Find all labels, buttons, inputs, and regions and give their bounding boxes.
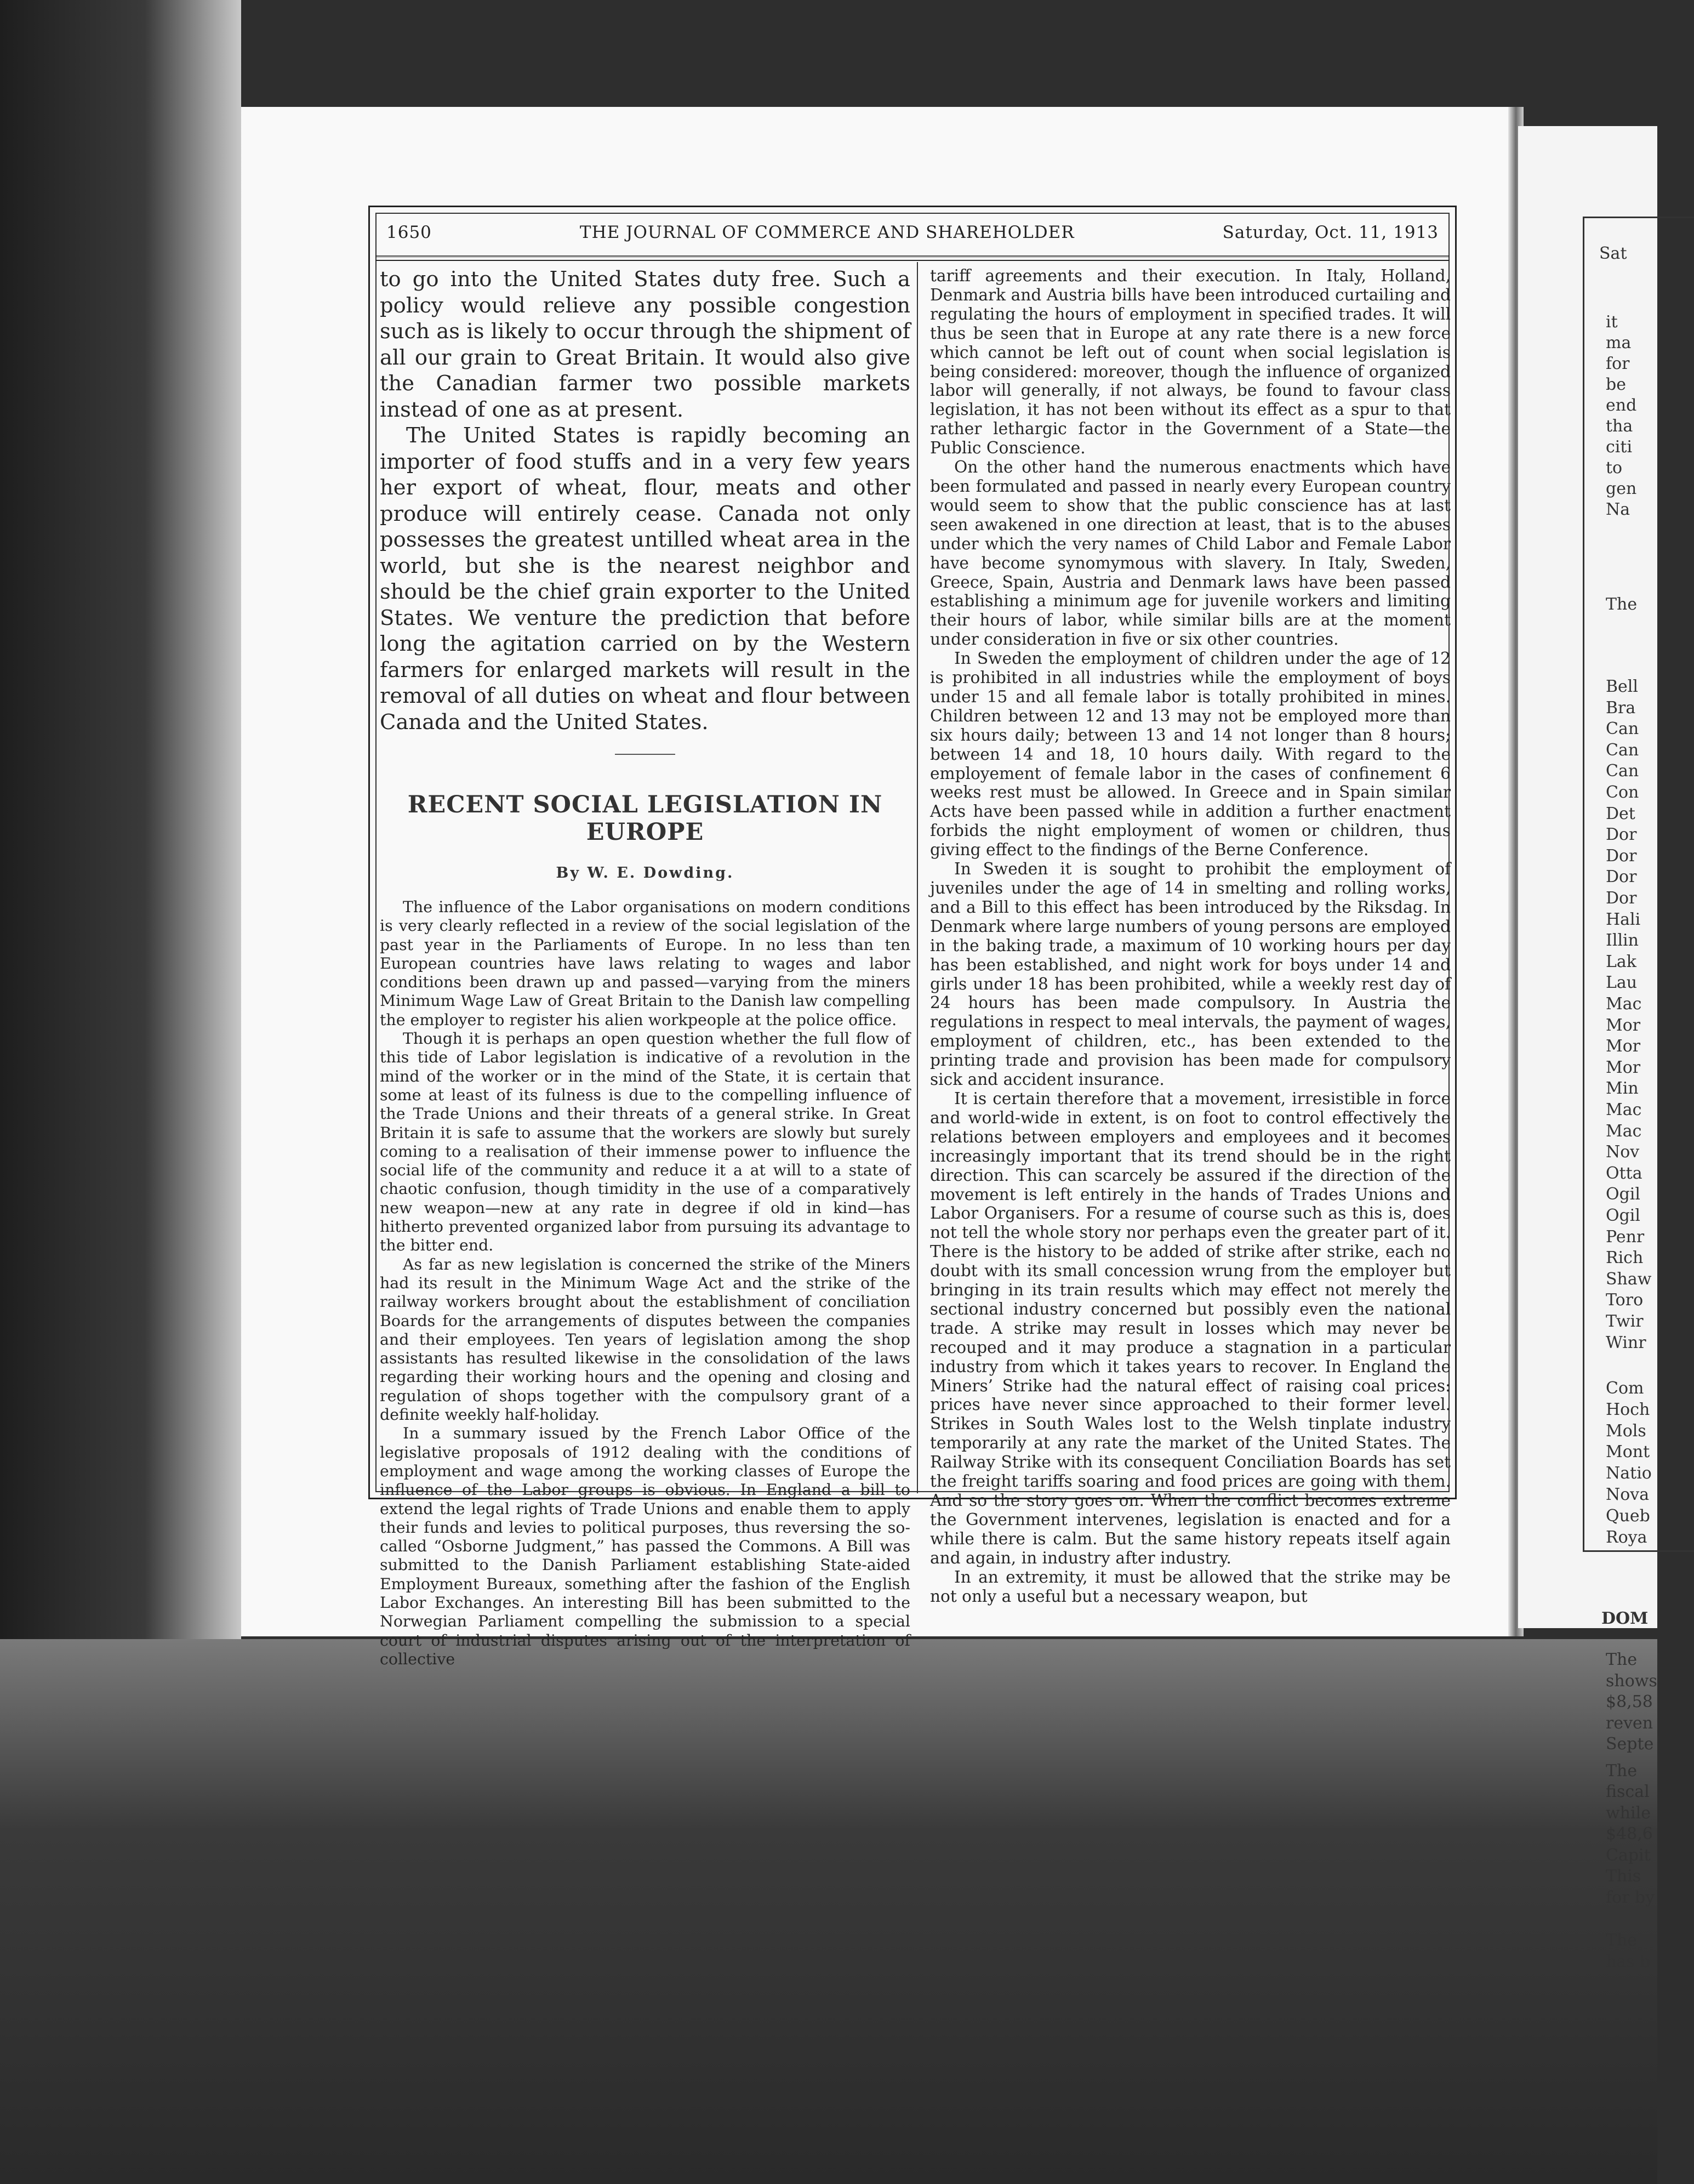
adjacent-page-word: Bra — [1606, 698, 1636, 718]
adjacent-page-word: The — [1606, 1931, 1638, 1950]
body-paragraph: As far as new legislation is concerned the strike of the Miners had its result in the Minimum Wage Act and the strike of the railway workers brought about the establishment of conciliation Boards for the arrangements of disputes between the companies and their employees. Ten years of legislation among the shop assistants has resulted likewise in the consolidation of the laws regarding their working hours and the opening and closing and regulation of shops together with the compulsory grant of a definite weekly half-holiday. — [380, 1255, 910, 1424]
adjacent-page-word: while — [1606, 1803, 1651, 1823]
body-paragraph: In Sweden the employment of children under the age of 12 is prohibited in all industries while the employment of boys under 15 and all female labor is totally prohibited in mines. Children between 12 and 13 may not be employed more than six hours daily; between 13 and 14 not longer than 8 hours; between 14 and 18, 10 hours daily. With regard to the employement of female labor in the cases of confinement 6 weeks rest must be allowed. In Greece and in Spain similar Acts have been passed while in addition a further enactment forbids the night employment of women or children, thus giving effect to the findings of the Berne Conference. — [930, 649, 1451, 860]
lead-paragraph: The United States is rapidly becoming an importer of food stuffs and in a very few years her export of wheat, flour, meats and other produce will entirely cease. Canada not only possesses the greatest untilled wheat area in the world, but she is the nearest neighbor and should be the chief grain exporter to the United States. We venture the prediction that before long the agitation carried on by the Western farmers for enlarged markets will result in the removal of all duties on wheat and flour between Canada and the United States. — [380, 423, 910, 735]
adjacent-page-word: Mac — [1606, 1100, 1642, 1119]
adjacent-page-word: Can — [1606, 740, 1639, 760]
section-separator — [615, 754, 675, 755]
adjacent-page-word: Mor — [1606, 1015, 1641, 1035]
adjacent-page-word: Mac — [1606, 1121, 1642, 1141]
column-divider — [917, 262, 918, 1493]
article-title: RECENT SOCIAL LEGISLATION IN EUROPE — [407, 791, 883, 846]
adjacent-page-word: end — [1606, 396, 1637, 415]
adjacent-page-word: ma — [1606, 333, 1632, 352]
adjacent-page-word: Can — [1606, 761, 1639, 781]
adjacent-page-word: Toro — [1606, 1290, 1644, 1310]
page-number: 1650 — [386, 223, 432, 242]
adjacent-page-word: Shaw — [1606, 1269, 1652, 1289]
page-frame — [368, 206, 1457, 1668]
adjacent-page-word: $48,6 — [1606, 1824, 1653, 1844]
body-paragraph: On the other hand the numerous enactments which have been formulated and passed in nearly every European country would seem to show that the public conscience has at last seen awakened in one direction at least, that is to the abuses under which the very names of Child Labor and Female Labor have become synomymous with slavery. In Italy, Sweden, Greece, Spain, Austria and Denmark laws have been passed establishing a minimum age for juvenile workers and limiting their hours of labor, while similar bills are at the moment under consideration in five or six other countries. — [930, 458, 1451, 649]
masthead — [386, 217, 1439, 248]
adjacent-page-word: Bell — [1606, 677, 1638, 696]
adjacent-page-word: Mor — [1606, 1057, 1641, 1077]
adjacent-page-word: Min — [1606, 1079, 1639, 1099]
adjacent-page-word: Septe — [1606, 1734, 1654, 1754]
adjacent-page-word: it — [1606, 312, 1618, 332]
body-paragraph: In an extremity, it must be allowed that the strike may be not only a useful but a necessary weapon, but — [930, 1567, 1451, 1606]
adjacent-page-word: Com — [1606, 1379, 1644, 1398]
adjacent-page-word: Nov — [1606, 1142, 1640, 1162]
adjacent-page-word: for — [1606, 354, 1630, 373]
adjacent-page-word: Winr — [1606, 1333, 1646, 1352]
adjacent-page-word: Na — [1606, 500, 1630, 519]
adjacent-page-word: for by — [1606, 1887, 1655, 1907]
body-paragraph: tariff agreements and their execution. In Italy, Holland, Denmark and Austria bills have been introduced curtailing and regulating the hours of employment in specified trades. It will thus be seen that in Europe at any rate there is a new force which cannot be left out of count when social legislation is being considered: moreover, though the influence of organized labor will generally, if not always, be found to favour class legislation, it has not been without its effect as a spur to that rather lethargic factor in the Government of a State—the Public Conscience. — [930, 266, 1451, 458]
adjacent-page-word: DOM — [1601, 1609, 1649, 1628]
adjacent-page-word: Dor — [1606, 889, 1637, 908]
body-paragraph: Though it is perhaps an open question whether the full flow of this tide of Labor legislation is indicative of a revolution in the mind of the worker or in the mind of the State, it is certain that some at least of its fulness is due to the compelling influence of the Trade Unions and their threats of a general strike. In Great Britain it is safe to assume that the workers are slowly but surely coming to a realisation of their immense power to influence the social life of the community and reduce it a at will to a state of chaotic confusion, though timidity in the use of a comparatively new weapon—new at any rate in degree if old in kind—has hitherto prevented organized labor from pursuing its advantage to the bitter end. — [380, 1030, 910, 1255]
adjacent-page-word: reven — [1606, 1713, 1653, 1733]
adjacent-page-word: fiscal — [1606, 1782, 1650, 1801]
body-paragraph: It is certain therefore that a movement, irresistible in force and world-wide in extent, is on foot to control effectively the relations between employers and employees and it becomes increasingly important that its trend should be in the right direction. This can scarcely be assured if the direction of the movement is left entirely in the hands of Trades Unions and Labor Organisers. For a resume of course such as this is, does not tell the whole story nor perhaps even the greater part of it. There is the history to be added of strike after strike, each no doubt with its small concession wrung from the employer but bringing in its train results which may effect not merely the sectional industry concerned but possibly even the national trade. A strike may result in losses which may never be recouped and it may produce a stagnation in a particular industry from which it takes years to recover. In England the Miners’ Strike had the natural effect of raising coal prices: prices have never since approached to their former level. Strikes in South Wales lost to the Welsh tinplate industry temporarily at any rate the market of the United States. The Railway Strike with its consequent Conciliation Boards has set the freight tariffs soaring and food prices are going with them. And so the story goes on. When the conflict becomes extreme the Government intervenes, legislation is enacted and for a while there is calm. But the same history repeats itself again and again, in industry after industry. — [930, 1089, 1451, 1567]
adjacent-page-word: Roya — [1606, 1527, 1647, 1547]
adjacent-page-word: The — [1606, 595, 1638, 614]
adjacent-page-word: Otta — [1606, 1163, 1642, 1183]
adjacent-page-word: Penr — [1606, 1227, 1645, 1247]
adjacent-page-word: Queb — [1606, 1506, 1650, 1526]
adjacent-page-word: to — [1606, 458, 1623, 477]
adjacent-page-edge — [1518, 126, 1657, 1971]
adjacent-page-word: Nova — [1606, 1485, 1650, 1504]
adjacent-page-word: Can — [1606, 719, 1639, 739]
adjacent-page-word: The — [1606, 1761, 1638, 1781]
body-paragraph: The influence of the Labor organisations on modern conditions is very clearly reflected in a review of the social legislation of the past year in the Parliaments of Europe. In no less than ten European countries have laws relating to wages and labor conditions been drawn up and passed—varying from the miners Minimum Wage Law of Great Britain to the Danish law compelling the employer to register his alien workpeople at the police office. — [380, 898, 910, 1029]
adjacent-page-word: This — [1606, 1867, 1641, 1886]
adjacent-page-word: tha — [1606, 417, 1633, 436]
body-paragraph: In a summary issued by the French Labor Office of the legislative proposals of 1912 dealing with the conditions of employment and wage among the working classes of Europe the influence of the Labor groups is obvious. In England a bill to extend the legal rights of Trade Unions and enable them to apply their funds and levies to political purposes, thus reversing the so-called “Osborne Judgment,” has passed the Commons. A Bill was submitted to the Danish Parliament establishing State-aided Employment Bureaux, something after the fashion of the English Labor Exchanges. An interesting Bill has been submitted to the Norwegian Parliament compelling the submission to a special court of industrial disputes arising out of the interpretation of collective — [380, 1424, 910, 1668]
adjacent-page-word: Mor — [1606, 1037, 1641, 1056]
right-column — [930, 266, 1451, 1606]
adjacent-page-word: Twir — [1606, 1312, 1644, 1331]
adjacent-page-word: Dor — [1606, 825, 1637, 845]
adjacent-page-word: Mont — [1606, 1442, 1650, 1462]
left-column — [380, 266, 910, 1668]
adjacent-page-word: Hoch — [1606, 1400, 1650, 1419]
article-byline: By W. E. Dowding. — [556, 865, 734, 881]
adjacent-page-word: be — [1606, 375, 1626, 394]
adjacent-page-word: Lak — [1606, 952, 1636, 971]
adjacent-page-header: Sat — [1599, 244, 1627, 263]
adjacent-page-word: Mac — [1606, 994, 1642, 1014]
newspaper-page — [241, 107, 1518, 1668]
adjacent-page-word: Ogil — [1606, 1206, 1640, 1225]
adjacent-page-word: shows — [1606, 1671, 1657, 1691]
publication-title: THE JOURNAL OF COMMERCE AND SHAREHOLDER — [579, 223, 1075, 242]
masthead-rule-inner — [375, 260, 1450, 261]
issue-date: Saturday, Oct. 11, 1913 — [1222, 223, 1439, 242]
adjacent-page-word: Ogil — [1606, 1185, 1640, 1204]
lead-paragraph: to go into the United States duty free. Such a policy would relieve any possible congestion such as is likely to occur through the shipment of all our grain to Great Britain. It would also give the Canadian farmer two possible markets instead of one as at present. — [380, 267, 910, 422]
masthead-rule — [375, 255, 1450, 257]
adjacent-page-word: The — [1606, 1650, 1638, 1669]
adjacent-page-word: Capit — [1606, 1845, 1651, 1865]
adjacent-page-word: Dor — [1606, 867, 1637, 887]
body-paragraph: In Sweden it is sought to prohibit the employment of juveniles under the age of 14 in smelting and rolling works, and a Bill to this effect has been introduced by the Riksdag. In Denmark where large numbers of young persons are employed in the baking trade, a maximum of 10 working hours per day has been established, and night work for boys under 14 and girls under 18 has been prohibited, while a weekly rest day of 24 hours has been made compulsory. In Austria the regulations in respect to meal intervals, the payment of wages, employment of children, etc., has been extended to the printing trade and provision has been made for compulsory sick and accident insurance. — [930, 860, 1451, 1089]
adjacent-page-word: Rich — [1606, 1248, 1644, 1268]
adjacent-page-word: Con — [1606, 783, 1639, 802]
adjacent-page-word: gen — [1606, 479, 1637, 498]
adjacent-page-word: Lau — [1606, 973, 1638, 993]
adjacent-page-word: citi — [1606, 437, 1633, 457]
adjacent-page-word: Hali — [1606, 909, 1641, 929]
adjacent-page-word: has b — [1606, 1952, 1651, 1971]
adjacent-page-word: Natio — [1606, 1464, 1652, 1483]
adjacent-page-word: Det — [1606, 804, 1635, 823]
adjacent-page-word: Mols — [1606, 1421, 1646, 1441]
adjacent-page-word: $8,58 — [1606, 1692, 1653, 1711]
scan-background-bottom — [0, 1639, 1657, 2184]
adjacent-page-word: Dor — [1606, 846, 1637, 866]
adjacent-page-word: Illin — [1606, 931, 1639, 951]
